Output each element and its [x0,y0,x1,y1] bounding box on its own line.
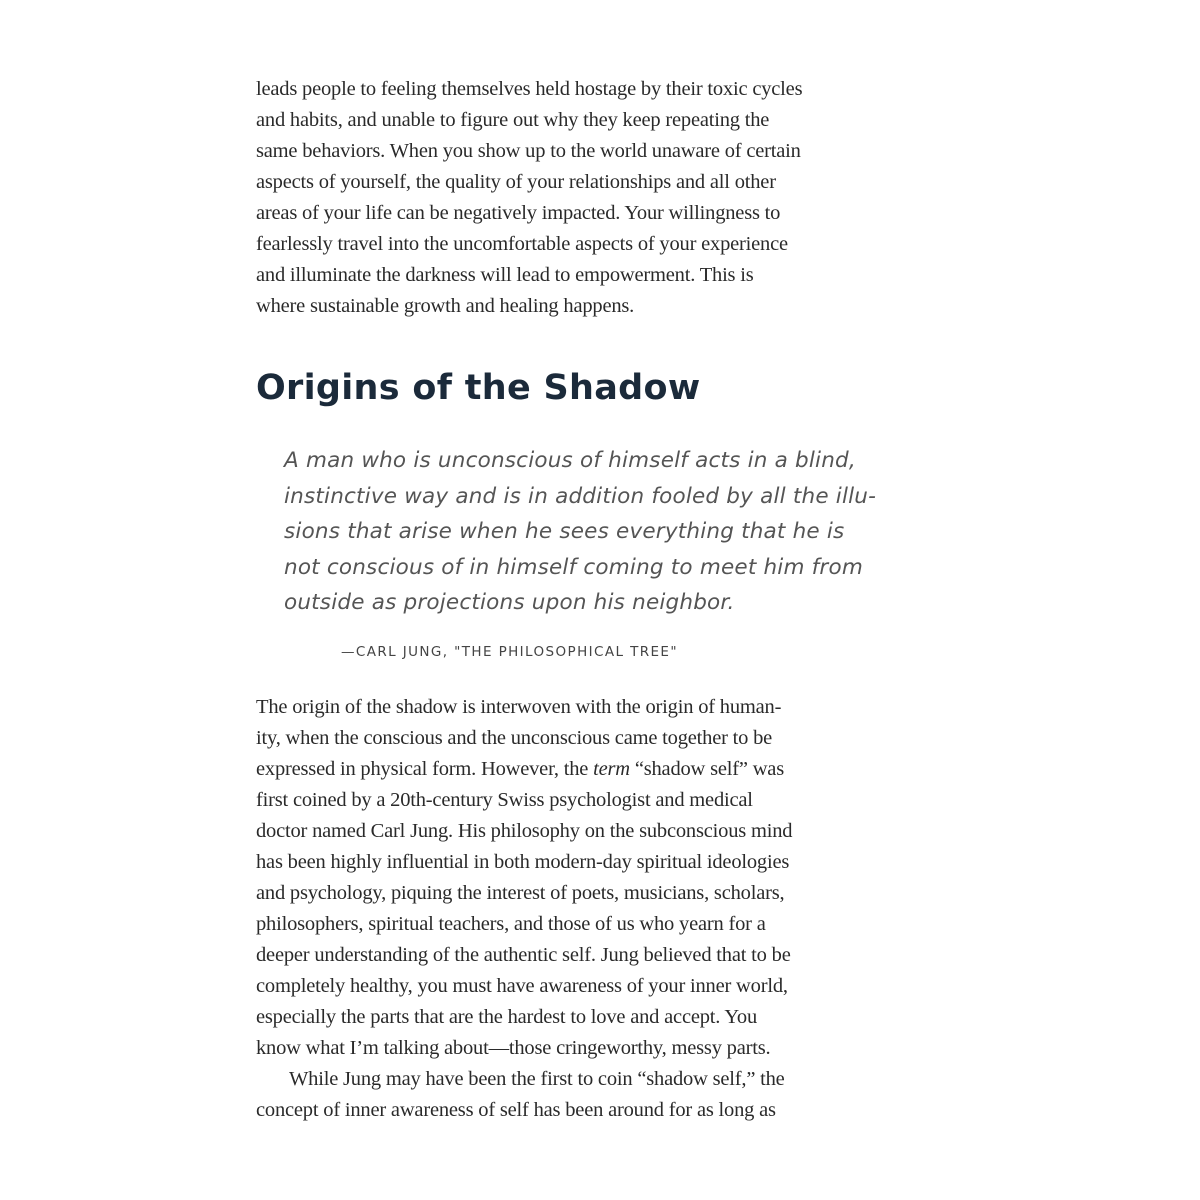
section-body [256,692,792,1126]
text-line: know what I’m talking about—those cringeworthy, messy parts. [256,1037,771,1059]
quote-attribution: —CARL JUNG, "THE PHILOSOPHICAL TREE" [341,644,678,660]
text-line: aspects of yourself, the quality of your relationships and all other [256,171,776,193]
quote-line: not conscious of in himself coming to meet him from [284,554,863,580]
quote-line: sions that arise when he sees everything that he is [284,519,845,544]
emphasis-term: term [593,758,630,780]
text-line: first coined by a 20th-century Swiss psychologist and medical [256,789,753,811]
text-line: doctor named Carl Jung. His philosophy on the subconscious mind [256,820,793,842]
text-line: The origin of the shadow is interwoven with the origin of human- [256,696,782,718]
text-segment: expressed in physical form. However, the [256,758,594,780]
text-line: and habits, and unable to figure out why they keep repeating the [256,109,770,131]
text-line: and psychology, piquing the interest of poets, musicians, scholars, [256,882,785,904]
text-line: concept of inner awareness of self has been around for as long as [256,1099,776,1121]
text-line: completely healthy, you must have awareness of your inner world, [256,975,788,997]
text-line: especially the parts that are the hardest to love and accept. You [256,1006,758,1028]
text-line: fearlessly travel into the uncomfortable aspects of your experience [256,233,788,255]
text-line: areas of your life can be negatively impacted. Your willingness to [256,202,781,224]
text-line [256,754,792,785]
text-line: ity, when the conscious and the unconscious came together to be [256,727,773,749]
text-line: deeper understanding of the authentic self. Jung believed that to be [256,944,791,966]
quote-line: outside as projections upon his neighbor. [284,590,735,615]
text-line: philosophers, spiritual teachers, and those of us who yearn for a [256,913,766,935]
text-line: and illuminate the darkness will lead to empowerment. This is [256,264,754,286]
quote-line: instinctive way and is in addition fooled by all the illu- [284,483,877,509]
intro-paragraph [256,74,802,322]
text-line: where sustainable growth and healing happens. [256,295,635,317]
text-line: has been highly influential in both modern-day spiritual ideologies [256,851,790,873]
text-segment: “shadow self” was [629,758,784,780]
epigraph-quote [284,443,876,621]
text-line: leads people to feeling themselves held hostage by their toxic cycles [256,78,803,100]
text-line: same behaviors. When you show up to the world unaware of certain [256,140,801,162]
text-line-indented: While Jung may have been the first to coin “shadow self,” the [289,1068,785,1090]
quote-line: A man who is unconscious of himself acts in a blind, [284,448,856,473]
section-heading: Origins of the Shadow [256,368,701,408]
